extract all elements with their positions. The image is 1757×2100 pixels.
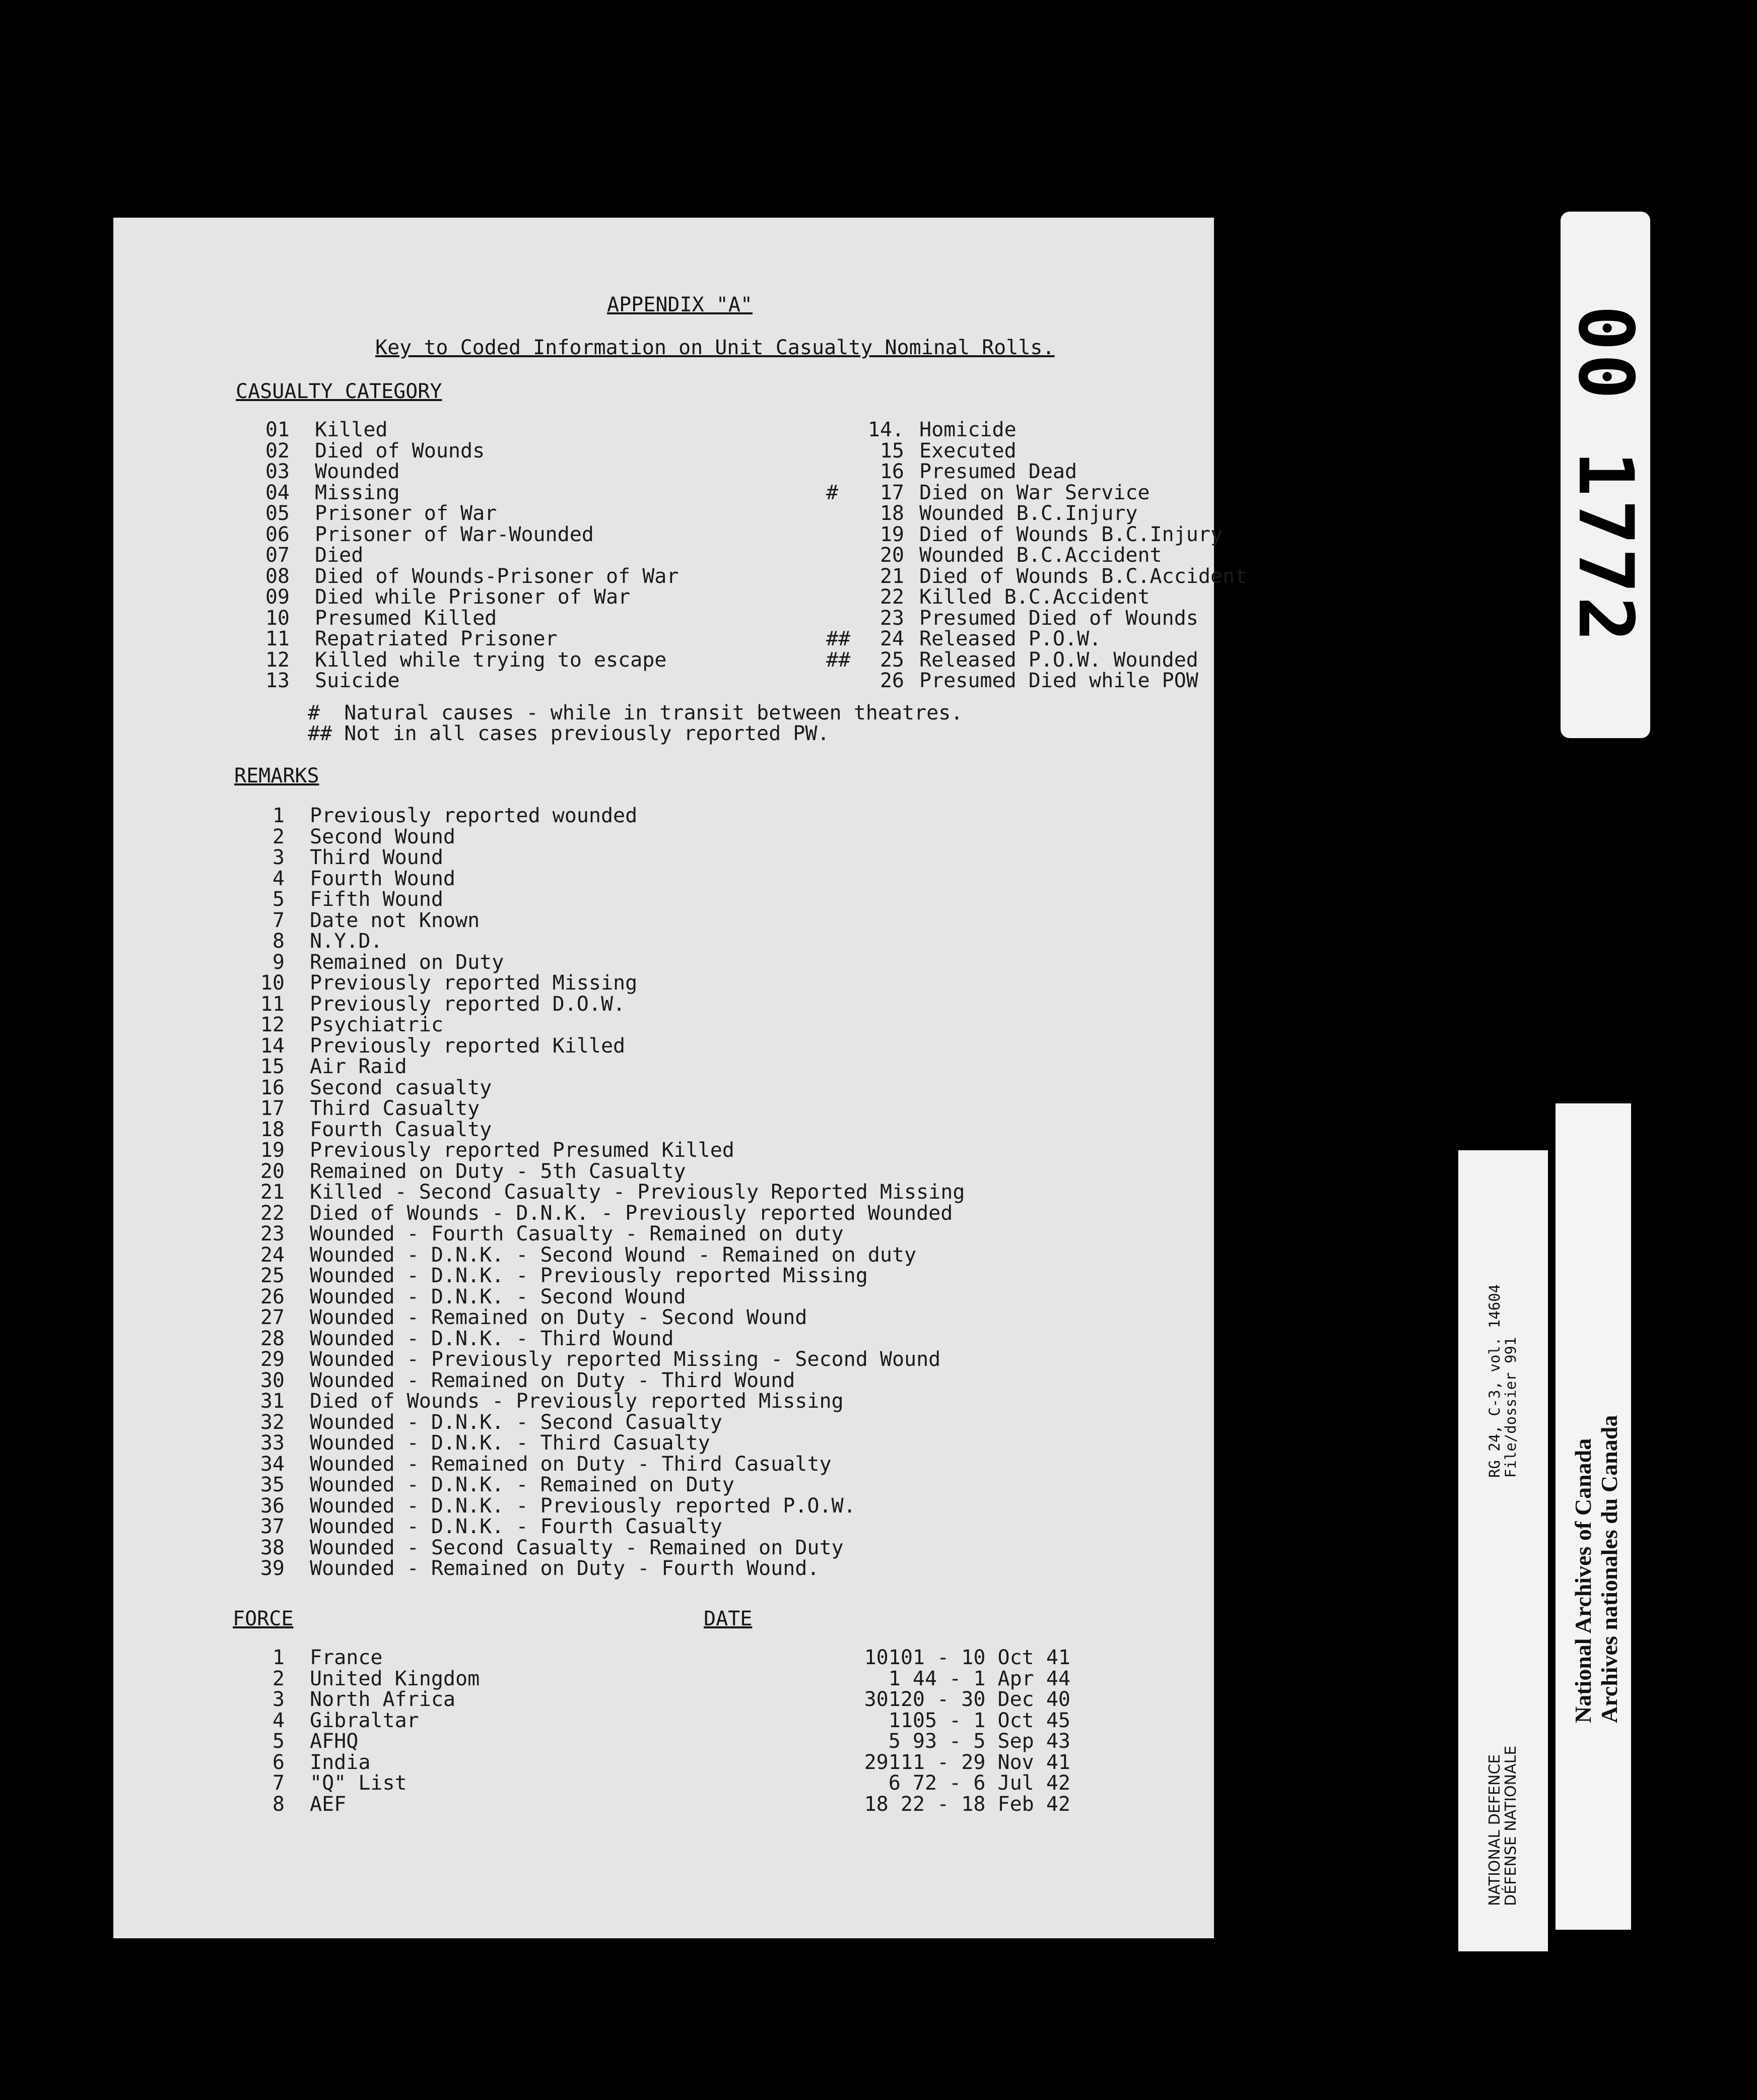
item-code: 15 bbox=[260, 1055, 285, 1078]
remarks-item bbox=[113, 1287, 965, 1308]
remarks-item bbox=[113, 1057, 965, 1078]
remarks-item bbox=[113, 1433, 965, 1454]
item-code: 08 bbox=[265, 564, 290, 588]
date-item: 5 93 - 5 Sep 43 bbox=[888, 1730, 1070, 1753]
item-code: 2 bbox=[272, 1667, 285, 1690]
remarks-item bbox=[113, 1307, 965, 1329]
item-code: 35 bbox=[260, 1473, 285, 1496]
item-label: Previously reported wounded bbox=[310, 804, 638, 827]
remarks-item bbox=[113, 910, 965, 932]
item-label: Wounded - D.N.K. - Previously reported P.O.W. bbox=[310, 1494, 856, 1518]
remarks-heading: REMARKS bbox=[234, 764, 319, 788]
archives-line-en: National Archives of Canada bbox=[1570, 1438, 1596, 1723]
remarks-item bbox=[113, 1475, 965, 1496]
item-label: North Africa bbox=[310, 1688, 455, 1711]
appendix-title: APPENDIX "A" bbox=[607, 293, 753, 316]
item-label: Air Raid bbox=[310, 1055, 407, 1078]
item-code: 1 bbox=[272, 804, 285, 827]
remarks-item bbox=[113, 1182, 965, 1203]
defence-line-en: NATIONAL DEFENCE bbox=[1486, 1754, 1504, 1906]
item-code: 4 bbox=[272, 867, 285, 890]
item-code: 20 bbox=[260, 1159, 285, 1183]
item-code: 15 bbox=[880, 439, 904, 463]
item-label: "Q" List bbox=[310, 1771, 407, 1795]
item-code: 37 bbox=[260, 1515, 285, 1538]
item-code: 01 bbox=[265, 418, 290, 441]
item-code: 28 bbox=[260, 1327, 285, 1350]
item-label: Presumed Died while POW bbox=[919, 669, 1198, 692]
force-item bbox=[113, 1794, 480, 1815]
item-code: 12 bbox=[265, 648, 290, 672]
item-code: 22 bbox=[880, 585, 904, 609]
item-label: Died of Wounds bbox=[315, 439, 485, 463]
item-label: Fifth Wound bbox=[310, 888, 443, 911]
item-label: Died of Wounds - Previously reported Missing bbox=[310, 1390, 844, 1413]
item-label: AFHQ bbox=[310, 1730, 359, 1753]
item-code: 11 bbox=[265, 627, 290, 650]
item-code: 21 bbox=[880, 564, 904, 588]
item-code: 8 bbox=[272, 930, 285, 953]
casualty-category-item bbox=[113, 524, 679, 546]
casualty-category-item bbox=[113, 671, 679, 692]
document-page bbox=[113, 218, 1247, 1938]
remarks-item bbox=[113, 1140, 965, 1161]
remarks-item bbox=[113, 973, 965, 994]
item-label: Second Wound bbox=[310, 825, 455, 848]
item-label: Prisoner of War-Wounded bbox=[315, 522, 594, 546]
remarks-item bbox=[113, 847, 965, 869]
item-code: 03 bbox=[265, 460, 290, 483]
item-label: Wounded - Fourth Casualty - Remained on duty bbox=[310, 1222, 844, 1245]
frame-number: 00 1772 bbox=[1562, 305, 1649, 645]
item-code: 23 bbox=[880, 606, 904, 630]
casualty-category-item bbox=[113, 608, 679, 629]
item-code: 17 bbox=[880, 481, 904, 504]
item-label: Killed while trying to escape bbox=[315, 648, 667, 672]
item-label: Previously reported Presumed Killed bbox=[310, 1139, 734, 1162]
archives-line-fr: Archives nationales du Canada bbox=[1596, 1415, 1622, 1723]
item-code: 18 bbox=[260, 1118, 285, 1141]
force-item bbox=[113, 1669, 480, 1690]
remarks-item bbox=[113, 1370, 965, 1392]
item-label: Killed - Second Casualty - Previously Reported Missing bbox=[310, 1180, 965, 1204]
item-label: Died of Wounds B.C.Accident bbox=[919, 564, 1247, 588]
item-label: Died while Prisoner of War bbox=[315, 585, 631, 609]
item-code: 16 bbox=[260, 1076, 285, 1099]
remarks-item bbox=[113, 889, 965, 910]
item-label: Second casualty bbox=[310, 1076, 492, 1099]
casualty-category-item: ## 25 Released P.O.W. Wounded bbox=[738, 650, 1247, 671]
item-code: 29 bbox=[260, 1348, 285, 1371]
remarks-item bbox=[113, 827, 965, 848]
item-label: Remained on Duty - 5th Casualty bbox=[310, 1159, 686, 1183]
item-code: 38 bbox=[260, 1536, 285, 1559]
remarks-item bbox=[113, 1015, 965, 1036]
casualty-category-item bbox=[738, 671, 1247, 692]
item-code: 34 bbox=[260, 1452, 285, 1476]
casualty-category-heading: CASUALTY CATEGORY bbox=[236, 380, 442, 403]
item-code: 09 bbox=[265, 585, 290, 609]
item-label: Wounded B.C.Injury bbox=[919, 502, 1138, 525]
item-label: Wounded - Remained on Duty - Fourth Wound. bbox=[310, 1557, 820, 1580]
item-code: 36 bbox=[260, 1494, 285, 1518]
casualty-category-item bbox=[738, 587, 1247, 608]
item-code: 7 bbox=[272, 1771, 285, 1795]
casualty-category-item bbox=[113, 650, 679, 671]
item-label: Wounded bbox=[315, 460, 400, 483]
remarks-item bbox=[113, 1349, 965, 1370]
date-list bbox=[678, 1648, 1070, 1815]
item-code: 14. bbox=[867, 418, 904, 441]
item-label: United Kingdom bbox=[310, 1667, 480, 1690]
item-label: Died bbox=[315, 544, 364, 567]
casualty-category-item bbox=[738, 441, 1247, 462]
item-code: 26 bbox=[880, 669, 904, 692]
casualty-note-double: ## Not in all cases previously reported PW. bbox=[308, 722, 830, 745]
casualty-category-item bbox=[113, 483, 679, 504]
item-code: 4 bbox=[272, 1709, 285, 1732]
force-item bbox=[113, 1752, 480, 1774]
item-code: 10 bbox=[265, 606, 290, 630]
remarks-item bbox=[113, 1329, 965, 1350]
item-code: 20 bbox=[880, 544, 904, 567]
item-code: 12 bbox=[260, 1013, 285, 1036]
item-code: 21 bbox=[260, 1180, 285, 1204]
item-code: 30 bbox=[260, 1368, 285, 1392]
item-code: 5 bbox=[272, 1730, 285, 1753]
casualty-category-item: # 17 Died on War Service bbox=[738, 483, 1247, 504]
casualty-category-item bbox=[738, 420, 1247, 441]
item-code: 2 bbox=[272, 825, 285, 848]
item-label: Presumed Killed bbox=[315, 606, 497, 630]
casualty-category-item bbox=[738, 462, 1247, 483]
date-item: 1 44 - 1 Apr 44 bbox=[888, 1667, 1070, 1690]
item-label: Wounded - Second Casualty - Remained on Duty bbox=[310, 1536, 844, 1559]
item-label: Killed B.C.Accident bbox=[919, 585, 1150, 609]
item-code: 33 bbox=[260, 1431, 285, 1455]
item-code: 22 bbox=[260, 1201, 285, 1225]
remarks-item bbox=[113, 1266, 965, 1287]
item-code: 25 bbox=[880, 648, 904, 672]
force-heading: FORCE bbox=[233, 1607, 294, 1630]
date-item: 18 22 - 18 Feb 42 bbox=[864, 1792, 1070, 1816]
item-label: Executed bbox=[919, 439, 1017, 463]
casualty-category-item bbox=[113, 441, 679, 462]
item-label: Fourth Casualty bbox=[310, 1118, 492, 1141]
item-label: Killed bbox=[315, 418, 388, 441]
remarks-item bbox=[113, 1078, 965, 1099]
casualty-category-item bbox=[738, 608, 1247, 629]
item-label: Presumed Dead bbox=[919, 460, 1077, 483]
remarks-item bbox=[113, 1098, 965, 1120]
item-label: Repatriated Prisoner bbox=[315, 627, 558, 650]
item-label: Died of Wounds-Prisoner of War bbox=[315, 564, 679, 588]
casualty-category-item bbox=[113, 629, 679, 650]
item-code: 06 bbox=[265, 522, 290, 546]
item-code: 17 bbox=[260, 1097, 285, 1120]
item-code: 5 bbox=[272, 888, 285, 911]
casualty-category-left-list bbox=[113, 420, 679, 692]
item-code: 7 bbox=[272, 908, 285, 932]
item-code: 04 bbox=[265, 481, 290, 504]
date-heading: DATE bbox=[704, 1607, 753, 1630]
item-label: Wounded - D.N.K. - Second Casualty bbox=[310, 1410, 722, 1434]
item-label: Presumed Died of Wounds bbox=[919, 606, 1198, 630]
casualty-category-item bbox=[738, 545, 1247, 566]
item-label: Wounded - Remained on Duty - Second Wound bbox=[310, 1306, 807, 1329]
item-label: Homicide bbox=[919, 418, 1017, 441]
remarks-item bbox=[113, 869, 965, 890]
item-label: Wounded - D.N.K. - Second Wound bbox=[310, 1285, 686, 1308]
item-label: Released P.O.W. Wounded bbox=[919, 648, 1198, 672]
item-label: Previously reported Missing bbox=[310, 971, 638, 995]
remarks-item bbox=[113, 1558, 965, 1580]
remarks-item bbox=[113, 1224, 965, 1245]
casualty-category-item bbox=[738, 524, 1247, 546]
item-label: Wounded - Remained on Duty - Third Casualty bbox=[310, 1452, 832, 1476]
date-item: 30120 - 30 Dec 40 bbox=[864, 1688, 1070, 1711]
force-item bbox=[113, 1689, 480, 1711]
item-label: Wounded B.C.Accident bbox=[919, 544, 1162, 567]
item-label: AEF bbox=[310, 1792, 347, 1816]
item-label: Wounded - D.N.K. - Fourth Casualty bbox=[310, 1515, 722, 1538]
frame-number-strip bbox=[1561, 212, 1650, 738]
national-defence-label bbox=[1458, 1150, 1548, 1951]
item-code: 8 bbox=[272, 1792, 285, 1816]
item-label: India bbox=[310, 1750, 371, 1774]
item-label: Died of Wounds - D.N.K. - Previously reported Wounded bbox=[310, 1201, 953, 1225]
item-label: Wounded - D.N.K. - Remained on Duty bbox=[310, 1473, 734, 1496]
remarks-list bbox=[113, 806, 965, 1580]
item-code: 26 bbox=[260, 1285, 285, 1308]
remarks-item bbox=[113, 994, 965, 1015]
document-subtitle: Key to Coded Information on Unit Casualty Nominal Rolls. bbox=[375, 336, 1055, 359]
item-code: 10 bbox=[260, 971, 285, 995]
item-code: 25 bbox=[260, 1264, 285, 1287]
item-label: Died of Wounds B.C.Injury bbox=[919, 522, 1223, 546]
remarks-item bbox=[113, 1120, 965, 1141]
remarks-item bbox=[113, 1412, 965, 1433]
casualty-category-item bbox=[113, 545, 679, 566]
item-code: 13 bbox=[265, 669, 290, 692]
item-code: 39 bbox=[260, 1557, 285, 1580]
item-label: Released P.O.W. bbox=[919, 627, 1102, 650]
item-code: 27 bbox=[260, 1306, 285, 1329]
force-item bbox=[113, 1648, 480, 1669]
casualty-category-right-list bbox=[738, 420, 1247, 692]
item-code: 6 bbox=[272, 1750, 285, 1774]
casualty-category-item: ## 24 Released P.O.W. bbox=[738, 629, 1247, 650]
item-label: Wounded - D.N.K. - Previously reported Missing bbox=[310, 1264, 868, 1287]
item-code: 9 bbox=[272, 950, 285, 974]
reference-line-2: File/dossier 991 bbox=[1502, 1337, 1519, 1478]
item-label: France bbox=[310, 1646, 383, 1669]
item-code: 02 bbox=[265, 439, 290, 463]
item-code: 3 bbox=[272, 846, 285, 869]
item-code: 32 bbox=[260, 1410, 285, 1434]
remarks-item bbox=[113, 931, 965, 952]
item-label: Third Wound bbox=[310, 846, 443, 869]
item-label: Previously reported D.O.W. bbox=[310, 992, 626, 1016]
item-code: 1 bbox=[272, 1646, 285, 1669]
item-label: N.Y.D. bbox=[310, 930, 383, 953]
item-code: 23 bbox=[260, 1222, 285, 1245]
remarks-item bbox=[113, 1203, 965, 1224]
force-list bbox=[113, 1648, 480, 1815]
remarks-item bbox=[113, 1538, 965, 1559]
force-item bbox=[113, 1711, 480, 1732]
item-code: 11 bbox=[260, 992, 285, 1016]
item-label: Wounded - D.N.K. - Second Wound - Remained on duty bbox=[310, 1243, 917, 1267]
item-label: Psychiatric bbox=[310, 1013, 443, 1036]
force-item bbox=[113, 1731, 480, 1752]
item-label: Third Casualty bbox=[310, 1097, 480, 1120]
remarks-item bbox=[113, 1161, 965, 1183]
item-label: Suicide bbox=[315, 669, 400, 692]
item-label: Remained on Duty bbox=[310, 950, 504, 974]
reference-line-1: RG 24, C-3, vol. 14604 bbox=[1486, 1284, 1503, 1478]
remarks-item bbox=[113, 806, 965, 827]
item-label: Prisoner of War bbox=[315, 502, 497, 525]
item-code: 16 bbox=[880, 460, 904, 483]
remarks-item bbox=[113, 1391, 965, 1412]
remarks-item bbox=[113, 1496, 965, 1517]
item-code: 3 bbox=[272, 1688, 285, 1711]
item-label: Missing bbox=[315, 481, 400, 504]
casualty-category-item bbox=[738, 503, 1247, 524]
item-label: Died on War Service bbox=[919, 481, 1150, 504]
casualty-category-item bbox=[738, 566, 1247, 587]
casualty-note-single: # Natural causes - while in transit between theatres. bbox=[308, 701, 963, 725]
force-item bbox=[113, 1773, 480, 1794]
defence-line-fr: DÉFENSE NATIONALE bbox=[1502, 1745, 1520, 1906]
national-archives-label bbox=[1556, 1103, 1631, 1930]
item-label: Gibraltar bbox=[310, 1709, 419, 1732]
remarks-item bbox=[113, 952, 965, 973]
item-code: 19 bbox=[260, 1139, 285, 1162]
item-code: 05 bbox=[265, 502, 290, 525]
remarks-item bbox=[113, 1454, 965, 1475]
remarks-item bbox=[113, 1517, 965, 1538]
item-code: 14 bbox=[260, 1034, 285, 1058]
remarks-item bbox=[113, 1245, 965, 1266]
item-code: 07 bbox=[265, 544, 290, 567]
item-code: 18 bbox=[880, 502, 904, 525]
casualty-category-item bbox=[113, 587, 679, 608]
casualty-category-item bbox=[113, 462, 679, 483]
item-label: Wounded - Remained on Duty - Third Wound bbox=[310, 1368, 795, 1392]
item-code: 19 bbox=[880, 522, 904, 546]
casualty-category-item bbox=[113, 420, 679, 441]
item-code: 24 bbox=[260, 1243, 285, 1267]
item-label: Date not Known bbox=[310, 908, 480, 932]
item-label: Fourth Wound bbox=[310, 867, 455, 890]
casualty-category-item bbox=[113, 566, 679, 587]
item-code: 31 bbox=[260, 1390, 285, 1413]
item-label: Previously reported Killed bbox=[310, 1034, 626, 1058]
remarks-item bbox=[113, 1036, 965, 1057]
item-label: Wounded - Previously reported Missing - Second Wound bbox=[310, 1348, 941, 1371]
item-label: Wounded - D.N.K. - Third Casualty bbox=[310, 1431, 710, 1455]
date-item: 1105 - 1 Oct 45 bbox=[888, 1709, 1070, 1732]
date-item: 10101 - 10 Oct 41 bbox=[864, 1646, 1070, 1669]
item-label: Wounded - D.N.K. - Third Wound bbox=[310, 1327, 674, 1350]
casualty-category-item bbox=[113, 503, 679, 524]
date-item: 29111 - 29 Nov 41 bbox=[864, 1750, 1070, 1774]
item-code: 24 bbox=[880, 627, 904, 650]
date-item: 6 72 - 6 Jul 42 bbox=[888, 1771, 1070, 1795]
